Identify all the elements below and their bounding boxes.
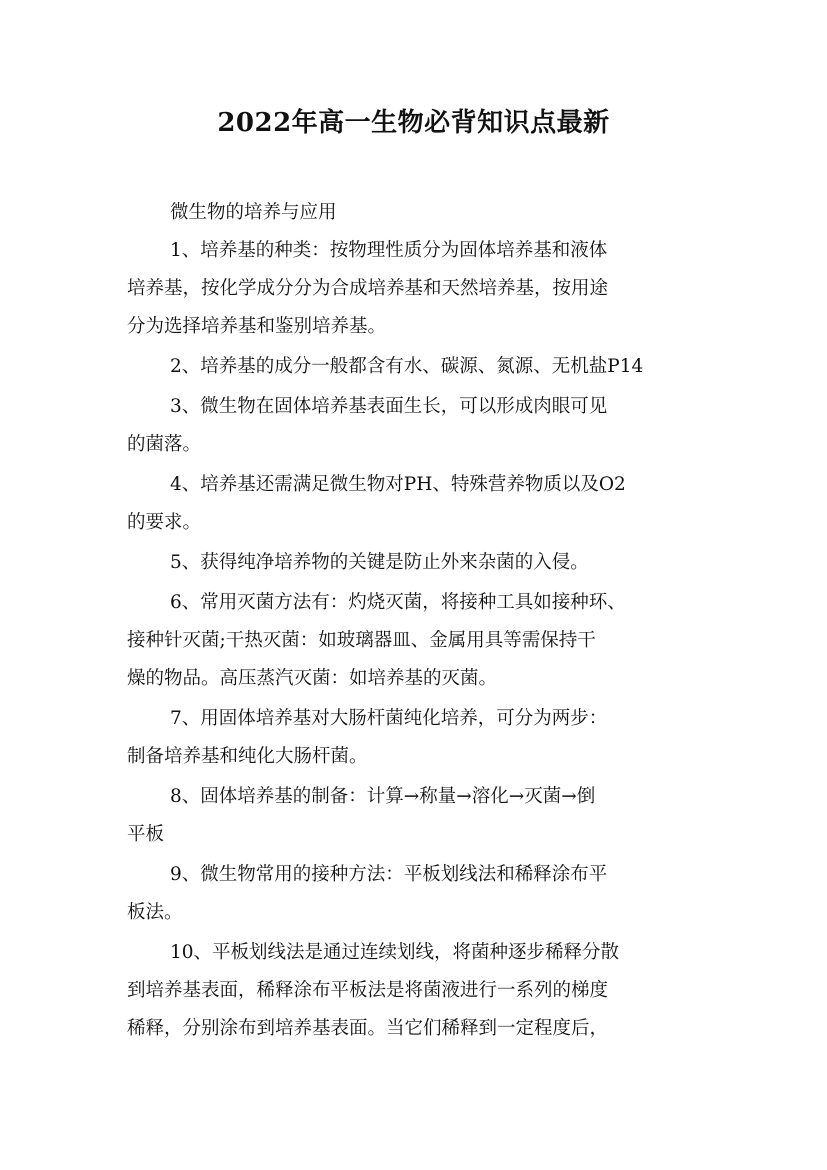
paragraph-line: 制备培养基和纯化大肠杆菌。 (127, 746, 368, 767)
paragraph-line: 培养基，按化学成分分为合成培养基和天然培养基，按用途 (127, 278, 609, 299)
paragraph-line: 2、培养基的成分一般都含有水、碳源、氮源、无机盐P14 (170, 356, 644, 377)
paragraph-line: 10、平板划线法是通过连续划线，将菌种逐步稀释分散 (170, 942, 620, 963)
paragraph-line: 接种针灭菌;干热灭菌：如玻璃器皿、金属用具等需保持干 (127, 630, 596, 651)
document-title: 2022年高一生物必背知识点最新 (217, 108, 610, 138)
paragraph-line: 到培养基表面，稀释涂布平板法是将菌液进行一系列的梯度 (127, 980, 609, 1001)
paragraph-line: 9、微生物常用的接种方法：平板划线法和稀释涂布平 (170, 864, 608, 885)
paragraph-line: 燥的物品。高压蒸汽灭菌：如培养基的灭菌。 (127, 668, 498, 689)
paragraph-line: 8、固体培养基的制备：计算→称量→溶化→灭菌→倒 (170, 786, 596, 807)
paragraph-line: 1、培养基的种类：按物理性质分为固体培养基和液体 (170, 240, 608, 261)
paragraph-line: 6、常用灭菌方法有：灼烧灭菌，将接种工具如接种环、 (170, 592, 626, 613)
paragraph-line: 的要求。 (127, 512, 202, 533)
paragraph-line: 平板 (127, 824, 165, 845)
paragraph-line: 4、培养基还需满足微生物对PH、特殊营养物质以及O2 (170, 474, 626, 495)
paragraph-line: 稀释，分别涂布到培养基表面。当它们稀释到一定程度后， (127, 1018, 609, 1039)
paragraph-line: 的菌落。 (127, 434, 202, 455)
paragraph-line: 3、微生物在固体培养基表面生长，可以形成肉眼可见 (170, 396, 608, 417)
paragraph-line: 板法。 (127, 902, 183, 923)
paragraph-line: 7、用固体培养基对大肠杆菌纯化培养，可分为两步： (170, 708, 608, 729)
paragraph-line: 5、获得纯净培养物的关键是防止外来杂菌的入侵。 (170, 552, 589, 573)
section-heading: 微生物的培养与应用 (170, 202, 337, 223)
paragraph-line: 分为选择培养基和鉴别培养基。 (127, 316, 387, 337)
